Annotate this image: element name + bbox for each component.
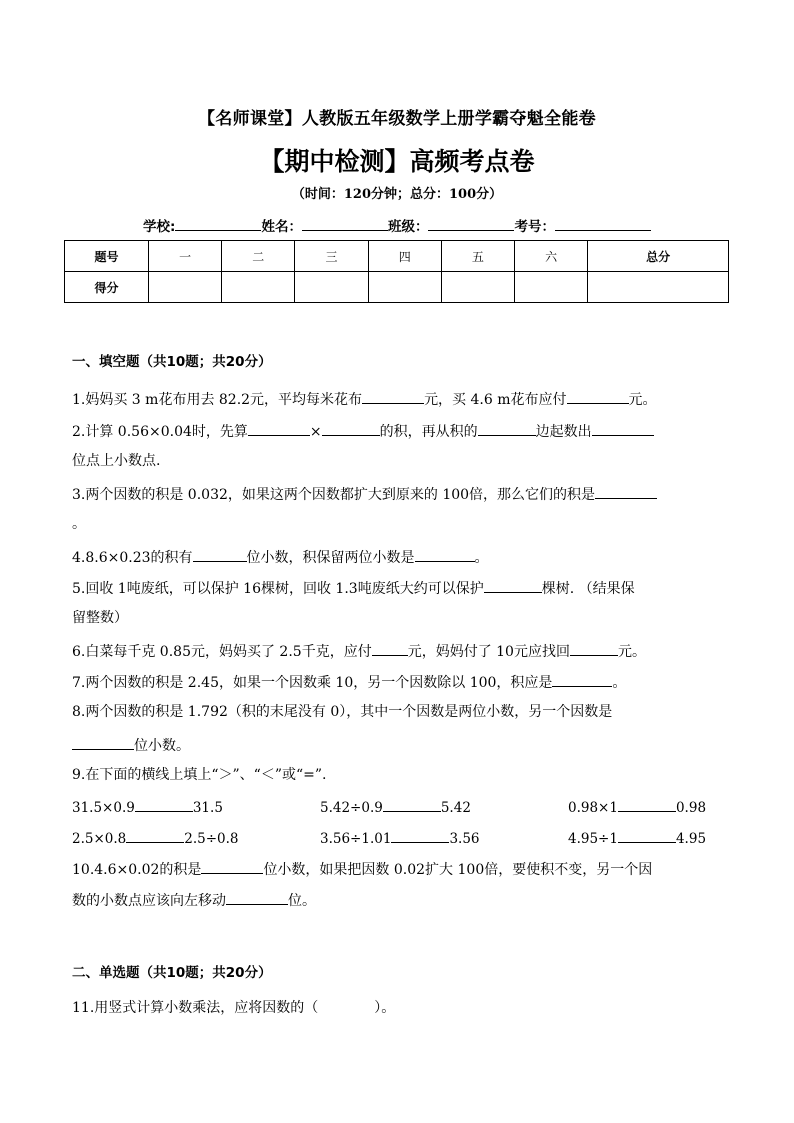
q10-blank-1[interactable] [201, 859, 263, 874]
q1-blank-1[interactable] [362, 389, 424, 404]
col-total: 总分 [588, 241, 729, 272]
q2-blank-2[interactable] [322, 421, 380, 436]
score-table [64, 240, 729, 303]
score-cell-3[interactable] [295, 272, 368, 303]
q5-text-b: 棵树. （结果保 [541, 581, 635, 597]
col-1: 一 [149, 241, 222, 272]
school-blank[interactable] [175, 218, 261, 231]
q9-item-2-left: 5.42÷0.9 [320, 800, 383, 816]
q2-text-d: 边起数出 [535, 424, 592, 440]
col-3: 三 [295, 241, 368, 272]
q1-text-a: 1.妈妈买 3 m花布用去 82.2元，平均每米花布 [72, 392, 363, 408]
q9-item-5-left: 3.56÷1.01 [320, 831, 392, 847]
q9-item-4-right: 2.5÷0.8 [184, 831, 239, 847]
q9-blank-3[interactable] [618, 797, 676, 812]
q9-item-4 [72, 828, 239, 847]
class-label: 班级： [387, 219, 429, 235]
q9-item-3-right: 0.98 [675, 800, 707, 816]
question-6 [72, 641, 646, 661]
score-cell-5[interactable] [441, 272, 514, 303]
q4-text-b: 位小数，积保留两位小数是 [246, 550, 415, 566]
q6-text-c: 元。 [617, 644, 646, 660]
row-header-score: 得分 [65, 272, 149, 303]
school-label: 学校: [143, 219, 176, 235]
question-11: 11.用竖式计算小数乘法，应将因数的（ ）。 [72, 1000, 396, 1016]
exam-meta: （时间：120分钟；总分：100分） [291, 187, 503, 202]
q3-text-a: 3.两个因数的积是 0.032，如果这两个因数都扩大到原来的 100倍，那么它们的积是 [72, 487, 596, 503]
exam-title: 【期中检测】高频考点卷 [259, 147, 535, 176]
q9-item-1 [72, 797, 223, 816]
q8-text-b: 位小数。 [134, 738, 190, 754]
number-label: 考号： [514, 219, 555, 235]
q9-blank-5[interactable] [391, 828, 449, 843]
q9-item-3 [568, 797, 706, 816]
q9-item-6-right: 4.95 [675, 831, 707, 847]
col-5: 五 [441, 241, 514, 272]
question-3-cont: 。 [72, 516, 86, 532]
q4-blank-1[interactable] [193, 547, 247, 562]
q9-item-4-left: 2.5×0.8 [72, 831, 127, 847]
question-10 [72, 859, 652, 879]
question-3 [72, 484, 657, 504]
q2-blank-3[interactable] [478, 421, 536, 436]
question-2-cont: 位点上小数点. [72, 453, 161, 469]
q6-text-a: 6.白菜每千克 0.85元，妈妈买了 2.5千克，应付 [72, 644, 372, 660]
q5-text-a: 5.回收 1吨废纸，可以保护 16棵树，回收 1.3吨废纸大约可以保护 [72, 581, 484, 597]
series-title: 【名师课堂】人教版五年级数学上册学霸夺魁全能卷 [198, 109, 596, 129]
row-header-question: 题号 [65, 241, 149, 272]
question-5 [72, 578, 635, 598]
question-5-cont: 留整数） [72, 610, 128, 626]
score-cell-1[interactable] [149, 272, 222, 303]
section2-title: 二、单选题（共10题；共20分） [72, 965, 272, 981]
q10-text-d: 位。 [288, 893, 316, 909]
question-2 [72, 421, 654, 441]
q10-text-b: 位小数，如果把因数 0.02扩大 100倍，要使积不变，另一个因 [263, 862, 653, 878]
q9-item-6-left: 4.95÷1 [568, 831, 618, 847]
question-7 [72, 672, 626, 692]
q10-blank-2[interactable] [226, 890, 288, 905]
q9-blank-1[interactable] [135, 797, 193, 812]
question-9: 9.在下面的横线上填上“＞”、“＜”或“=”. [72, 767, 327, 783]
q9-item-5 [320, 828, 480, 847]
q10-text-c: 数的小数点应该向左移动 [72, 893, 226, 909]
q7-blank-1[interactable] [552, 672, 612, 687]
q9-item-1-left: 31.5×0.9 [72, 800, 135, 816]
score-table-score-row [65, 272, 729, 303]
score-cell-4[interactable] [368, 272, 441, 303]
score-cell-6[interactable] [515, 272, 588, 303]
q9-item-3-left: 0.98×1 [568, 800, 618, 816]
q10-text-a: 10.4.6×0.02的积是 [72, 862, 202, 878]
section1-title: 一、填空题（共10题；共20分） [72, 354, 272, 370]
q2-blank-4[interactable] [592, 421, 654, 436]
q5-blank-1[interactable] [484, 578, 542, 593]
name-blank[interactable] [302, 218, 388, 231]
q1-text-c: 元。 [628, 392, 657, 408]
q6-text-b: 元，妈妈付了 10元应找回 [407, 644, 570, 660]
q7-text-b: 。 [612, 675, 627, 691]
question-1 [72, 389, 657, 409]
col-4: 四 [368, 241, 441, 272]
q9-item-1-right: 31.5 [192, 800, 223, 816]
q2-text-b: × [309, 424, 322, 440]
name-label: 姓名： [261, 219, 302, 235]
q9-item-6 [568, 828, 706, 847]
q9-item-2 [320, 797, 471, 816]
question-10-cont [72, 890, 316, 910]
score-table-header-row [65, 241, 729, 272]
question-4 [72, 547, 489, 567]
q9-blank-2[interactable] [383, 797, 441, 812]
q9-item-5-right: 3.56 [449, 831, 480, 847]
question-8: 8.两个因数的积是 1.792（积的末尾没有 0），其中一个因数是两位小数，另一个因数是 [72, 704, 613, 720]
q6-blank-2[interactable] [570, 641, 618, 656]
col-6: 六 [515, 241, 588, 272]
q6-blank-1[interactable] [372, 641, 408, 656]
q2-text-a: 2.计算 0.56×0.04时，先算 [72, 424, 248, 440]
q9-blank-4[interactable] [126, 828, 184, 843]
q9-item-2-right: 5.42 [440, 800, 471, 816]
class-blank[interactable] [428, 218, 514, 231]
q9-blank-6[interactable] [618, 828, 676, 843]
q8-blank-1[interactable] [72, 735, 134, 750]
q2-blank-1[interactable] [248, 421, 310, 436]
q1-blank-2[interactable] [567, 389, 629, 404]
question-8-cont [72, 735, 190, 755]
q1-text-b: 元，买 4.6 m花布应付 [424, 392, 567, 408]
number-blank[interactable] [555, 218, 651, 231]
score-cell-2[interactable] [222, 272, 295, 303]
q4-blank-2[interactable] [415, 547, 475, 562]
q4-text-c: 。 [474, 550, 489, 566]
q7-text-a: 7.两个因数的积是 2.45，如果一个因数乘 10，另一个因数除以 100，积应是 [72, 675, 553, 691]
col-2: 二 [222, 241, 295, 272]
score-cell-total[interactable] [588, 272, 729, 303]
q3-blank-1[interactable] [595, 484, 657, 499]
q2-text-c: 的积，再从积的 [379, 424, 478, 440]
student-info-line [0, 215, 794, 235]
q4-text-a: 4.8.6×0.23的积有 [72, 550, 193, 566]
